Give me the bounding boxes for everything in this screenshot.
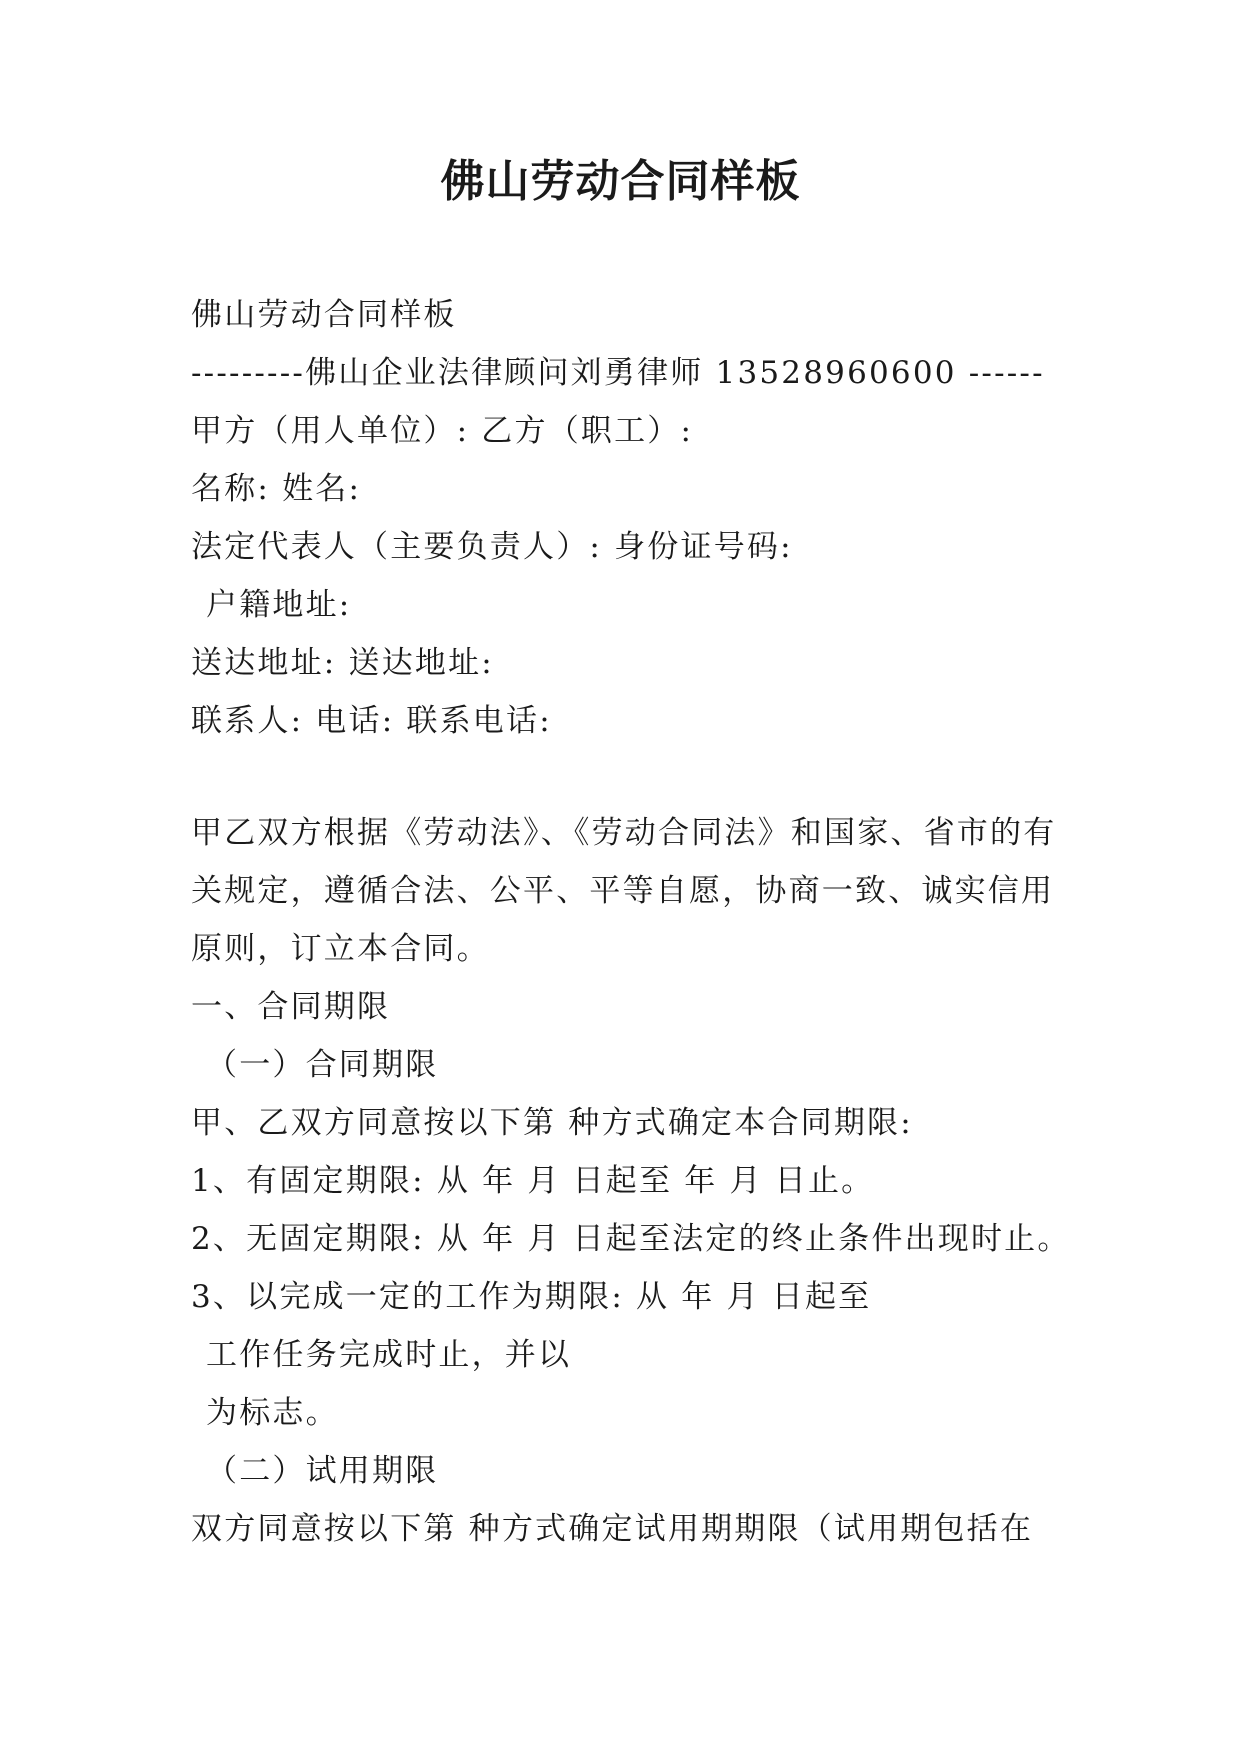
clause-continuation-line: 为标志。 (206, 1395, 339, 1431)
lawyer-contact-line: ---------佛山企业法律顾问刘勇律师 13528960600 ------ (191, 355, 1045, 391)
clause-continuation-line: 工作任务完成时止，并以 (206, 1337, 572, 1373)
representative-line: 法定代表人（主要负责人）: 身份证号码: (191, 529, 793, 565)
clause-option-line: 1、有固定期限: 从 年 月 日起至 年 月 日止。 (191, 1163, 875, 1199)
subtitle-line: 佛山劳动合同样板 (191, 297, 457, 333)
clause-line: 甲、乙双方同意按以下第 种方式确定本合同期限: (191, 1105, 913, 1141)
delivery-address-line: 送达地址: 送达地址: (191, 645, 494, 681)
household-address-line: 户籍地址: (206, 587, 352, 623)
document-title: 佛山劳动合同样板 (440, 156, 801, 207)
body-paragraph-line: 关规定，遵循合法、公平、平等自愿，协商一致、诚实信用 (191, 873, 1055, 909)
clause-option-line: 3、以完成一定的工作为期限: 从 年 月 日起至 (191, 1279, 872, 1315)
clause-option-line: 2、无固定期限: 从 年 月 日起至法定的终止条件出现时止。 (191, 1221, 1071, 1257)
contact-line: 联系人: 电话: 联系电话: (191, 703, 552, 739)
name-line: 名称: 姓名: (191, 471, 362, 507)
section-heading: 一、合同期限 (191, 989, 391, 1025)
subsection-heading: （一）合同期限 (206, 1047, 439, 1083)
clause-line: 双方同意按以下第 种方式确定试用期期限（试用期包括在 (191, 1511, 1034, 1547)
parties-line: 甲方（用人单位）: 乙方（职工）: (191, 413, 694, 449)
body-paragraph-line: 原则，订立本合同。 (191, 931, 490, 967)
body-paragraph-line: 甲乙双方根据《劳动法》、《劳动合同法》和国家、省市的有 (191, 815, 1057, 851)
subsection-heading: （二）试用期限 (206, 1453, 439, 1489)
